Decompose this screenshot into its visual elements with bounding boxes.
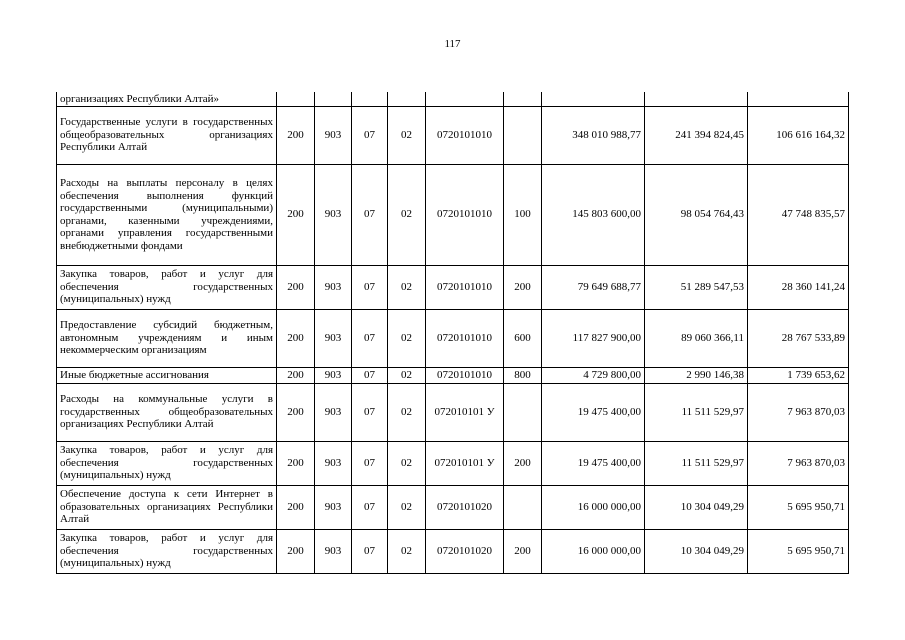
- cell-code-1: [277, 92, 315, 106]
- cell-value-3: 5 695 950,71: [748, 485, 849, 529]
- cell-code-2: 903: [315, 441, 352, 485]
- cell-code-3: 07: [352, 164, 388, 265]
- cell-value-3: 7 963 870,03: [748, 441, 849, 485]
- cell-expense-type: 200: [504, 265, 542, 309]
- table-row: [57, 265, 849, 309]
- cell-expense-type: [504, 106, 542, 164]
- cell-value-3: 28 767 533,89: [748, 309, 849, 367]
- cell-expense-type: 100: [504, 164, 542, 265]
- cell-code-2: [315, 92, 352, 106]
- cell-target-article: 072010101 У: [426, 441, 504, 485]
- cell-value-2: 51 289 547,53: [645, 265, 748, 309]
- page-number: 117: [444, 38, 461, 50]
- cell-value-1: 16 000 000,00: [542, 529, 645, 573]
- table-row: [57, 485, 849, 529]
- cell-expense-type: [504, 485, 542, 529]
- cell-value-1: 348 010 988,77: [542, 106, 645, 164]
- cell-code-1: 200: [277, 164, 315, 265]
- cell-value-1: 16 000 000,00: [542, 485, 645, 529]
- cell-target-article: 0720101010: [426, 309, 504, 367]
- cell-value-2: 10 304 049,29: [645, 529, 748, 573]
- cell-value-3: [748, 92, 849, 106]
- cell-target-article: 0720101020: [426, 529, 504, 573]
- cell-target-article: 072010101 У: [426, 383, 504, 441]
- cell-code-3: 07: [352, 106, 388, 164]
- cell-value-1: 19 475 400,00: [542, 441, 645, 485]
- cell-expense-type: 200: [504, 441, 542, 485]
- cell-expense-type: 800: [504, 367, 542, 383]
- cell-code-3: [352, 92, 388, 106]
- cell-value-2: 2 990 146,38: [645, 367, 748, 383]
- cell-expense-type: [504, 92, 542, 106]
- cell-code-2: 903: [315, 106, 352, 164]
- cell-code-1: 200: [277, 441, 315, 485]
- cell-value-3: 47 748 835,57: [748, 164, 849, 265]
- cell-code-1: 200: [277, 383, 315, 441]
- cell-value-2: 11 511 529,97: [645, 383, 748, 441]
- cell-target-article: 0720101010: [426, 106, 504, 164]
- table-row: [57, 164, 849, 265]
- cell-code-4: 02: [388, 441, 426, 485]
- table-row: [57, 309, 849, 367]
- row-name: организациях Республики Алтай»: [57, 92, 277, 106]
- cell-expense-type: 200: [504, 529, 542, 573]
- cell-code-3: 07: [352, 309, 388, 367]
- cell-code-4: 02: [388, 106, 426, 164]
- cell-code-3: 07: [352, 485, 388, 529]
- cell-value-2: 11 511 529,97: [645, 441, 748, 485]
- cell-value-1: 145 803 600,00: [542, 164, 645, 265]
- cell-code-1: 200: [277, 309, 315, 367]
- table-row: [57, 529, 849, 573]
- cell-code-4: [388, 92, 426, 106]
- cell-code-4: 02: [388, 383, 426, 441]
- cell-target-article: [426, 92, 504, 106]
- table-row: [57, 383, 849, 441]
- cell-code-4: 02: [388, 367, 426, 383]
- row-name: Предоставление субсидий бюджетным, автономным учреждениям и иным некоммерческим организациям: [57, 309, 277, 367]
- cell-code-3: 07: [352, 529, 388, 573]
- cell-target-article: 0720101010: [426, 265, 504, 309]
- cell-code-1: 200: [277, 485, 315, 529]
- cell-value-2: 98 054 764,43: [645, 164, 748, 265]
- cell-code-3: 07: [352, 265, 388, 309]
- cell-code-4: 02: [388, 529, 426, 573]
- cell-value-3: 7 963 870,03: [748, 383, 849, 441]
- cell-code-4: 02: [388, 164, 426, 265]
- table-body: [57, 92, 849, 573]
- cell-code-1: 200: [277, 367, 315, 383]
- cell-code-1: 200: [277, 265, 315, 309]
- cell-code-4: 02: [388, 309, 426, 367]
- cell-code-2: 903: [315, 485, 352, 529]
- cell-value-3: 106 616 164,32: [748, 106, 849, 164]
- row-name: Расходы на выплаты персоналу в целях обеспечения выполнения функций государственными (муниципальными) органами, казенными учреждениями, органами управления государственными внебюджетными фондами: [57, 164, 277, 265]
- cell-code-3: 07: [352, 367, 388, 383]
- cell-value-2: 89 060 366,11: [645, 309, 748, 367]
- table-row: [57, 441, 849, 485]
- cell-value-3: 1 739 653,62: [748, 367, 849, 383]
- cell-code-4: 02: [388, 485, 426, 529]
- cell-code-2: 903: [315, 164, 352, 265]
- cell-value-3: 28 360 141,24: [748, 265, 849, 309]
- cell-value-2: 241 394 824,45: [645, 106, 748, 164]
- row-name: Обеспечение доступа к сети Интернет в образовательных организациях Республики Алтай: [57, 485, 277, 529]
- cell-code-2: 903: [315, 309, 352, 367]
- cell-code-2: 903: [315, 367, 352, 383]
- cell-code-1: 200: [277, 106, 315, 164]
- cell-code-2: 903: [315, 529, 352, 573]
- cell-code-3: 07: [352, 383, 388, 441]
- cell-code-2: 903: [315, 265, 352, 309]
- budget-table: [56, 92, 849, 574]
- row-name: Закупка товаров, работ и услуг для обеспечения государственных (муниципальных) нужд: [57, 265, 277, 309]
- cell-value-1: 117 827 900,00: [542, 309, 645, 367]
- cell-expense-type: [504, 383, 542, 441]
- cell-target-article: 0720101010: [426, 367, 504, 383]
- row-name: Государственные услуги в государственных общеобразовательных организациях Республики Алтай: [57, 106, 277, 164]
- row-name: Закупка товаров, работ и услуг для обеспечения государственных (муниципальных) нужд: [57, 441, 277, 485]
- cell-value-1: [542, 92, 645, 106]
- cell-code-4: 02: [388, 265, 426, 309]
- row-name: Закупка товаров, работ и услуг для обеспечения государственных (муниципальных) нужд: [57, 529, 277, 573]
- cell-expense-type: 600: [504, 309, 542, 367]
- row-name: Иные бюджетные ассигнования: [57, 367, 277, 383]
- cell-target-article: 0720101020: [426, 485, 504, 529]
- cell-target-article: 0720101010: [426, 164, 504, 265]
- table-row: [57, 92, 849, 106]
- cell-code-3: 07: [352, 441, 388, 485]
- cell-value-1: 19 475 400,00: [542, 383, 645, 441]
- table-row: [57, 106, 849, 164]
- cell-value-2: [645, 92, 748, 106]
- cell-value-3: 5 695 950,71: [748, 529, 849, 573]
- cell-code-2: 903: [315, 383, 352, 441]
- cell-value-1: 79 649 688,77: [542, 265, 645, 309]
- row-name: Расходы на коммунальные услуги в государственных общеобразовательных организациях Республики Алтай: [57, 383, 277, 441]
- cell-value-2: 10 304 049,29: [645, 485, 748, 529]
- cell-code-1: 200: [277, 529, 315, 573]
- table-row: [57, 367, 849, 383]
- cell-value-1: 4 729 800,00: [542, 367, 645, 383]
